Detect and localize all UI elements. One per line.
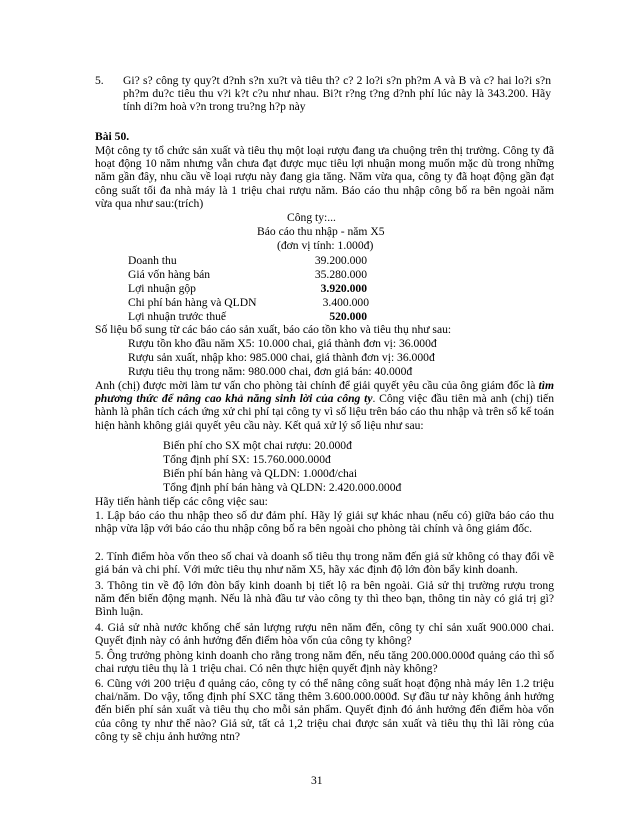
task-item: 2. Tính điểm hòa vốn theo số chai và doanh số tiêu thụ trong năm đến giả sử không có thay đổi về giá bán và chi phí. Với mức tiêu thụ như năm X5, hãy xác định độ lớn đòn bẩy kinh doanh. [95, 550, 554, 577]
consult-text-end: . Công việc đầu tiên mà anh (chị) tiến hành là phân tích cách ứng xử chi phí tại công ty vì số liệu trên báo cáo thu nhập và trên sổ kế toán hiện hành không giải quyết yêu cầu này. Kết quả xử lý số liệu như sau: [95, 392, 554, 432]
report-row-value: 35.280.000 [314, 268, 367, 281]
report-row-label: Doanh thu [128, 254, 177, 267]
consult-text-start: Anh (chị) được mời làm tư vấn cho phòng tài chính để giải quyết yêu cầu của ông giám đốc là [95, 379, 536, 392]
task-item: 6. Cũng với 200 triệu đ quảng cáo, công ty có thể nâng công suất hoạt động nhà máy lên 1.2 triệu chai/năm. Do vậy, tổng định phí SXC tăng thêm 3.600.000.000đ. Sự đầu tư này không ảnh hưởng đến biến phí sản xuất và tiêu thụ cho mỗi sản phẩm. Quyết định đó ảnh hưởng đến điểm hòa vốn của công ty như thế nào? Giả sử, tất cả 1,2 triệu chai được sản xuất và tiêu thụ thì lãi ròng của công ty sẽ chịu ảnh hưởng ntn? [95, 677, 554, 743]
supplement-item: Rượu tồn kho đầu năm X5: 10.000 chai, giá thành đơn vị: 36.000đ [128, 337, 437, 350]
task-item: 4. Giả sử nhà nước khống chế sản lượng rượu nên năm đến, công ty chỉ sản xuất 900.000 chai. Quyết định này có ảnh hưởng đến điểm hòa vốn của công ty không? [95, 621, 554, 648]
report-company: Công ty:... [287, 211, 336, 224]
cost-item: Biến phí cho SX một chai rượu: 20.000đ [163, 439, 352, 452]
intro-paragraph: Một công ty tổ chức sản xuất và tiêu thụ một loại rượu đang ưa chuộng trên thị trường. Công ty đã hoạt động 10 năm nhưng vẫn chưa đạt được mục tiêu lợi nhuận mong muốn mặc dù trong những năm gần đây, nhu cầu về loại rượu này đang gia tăng. Năm vừa qua, công ty đã hoạt động gần đạt công suất tối đa nhà máy là 1 triệu chai rượu năm. Báo cáo thu nhập công bố ra bên ngoài năm vừa qua như sau:(trích) [95, 144, 554, 210]
tasks-intro: Hãy tiến hành tiếp các công việc sau: [95, 495, 268, 508]
task-item: 1. Lập báo cáo thu nhập theo số dư đảm phí. Hãy lý giải sự khác nhau (nếu có) giữa báo cáo thu nhập vừa lập với báo cáo thu nhập công bố ra bên ngoài cho phòng tài chính và ông giám đốc. [95, 509, 554, 536]
task-item: 5. Ông trưởng phòng kinh doanh cho rằng trong năm đến, nếu tăng 200.000.000đ quảng cáo thì số chai rượu tiêu thụ là 1 triệu chai. Có nên thực hiện quyết định này không? [95, 649, 554, 676]
report-title: Báo cáo thu nhập - năm X5 [257, 225, 385, 238]
report-row-value: 3.400.000 [322, 296, 369, 309]
consult-paragraph [95, 379, 554, 432]
report-row-label: Chi phí bán hàng và QLDN [128, 296, 257, 309]
report-row-value: 3.920.000 [320, 282, 367, 295]
supplement-intro: Số liệu bổ sung từ các báo cáo sản xuất, báo cáo tồn kho và tiêu thụ như sau: [95, 323, 452, 336]
item-number: 5. [95, 74, 104, 87]
page-number: 31 [311, 774, 323, 787]
consult-emphasis: tìm phương thức để nâng cao khả năng sinh lời của công ty [95, 379, 554, 406]
report-row-value: 39.200.000 [314, 254, 367, 267]
report-unit: (đơn vị tính: 1.000đ) [277, 239, 374, 252]
exercise-heading: Bài 50. [95, 130, 130, 143]
supplement-item: Rượu sản xuất, nhập kho: 985.000 chai, giá thành đơn vị: 36.000đ [128, 351, 435, 364]
supplement-item: Rượu tiêu thụ trong năm: 980.000 chai, đơn giá bán: 40.000đ [128, 365, 413, 378]
report-row-label: Lợi nhuận trước thuế [128, 310, 227, 323]
task-item: 3. Thông tin về độ lớn đòn bẩy kinh doanh bị tiết lộ ra bên ngoài. Giả sử thị trường rượu trong năm đến biến động mạnh. Nếu là nhà đầu tư vào công ty thì theo bạn, thông tin này có giá trị gì? Bình luận. [95, 579, 554, 619]
report-row-label: Lợi nhuận gộp [128, 282, 196, 295]
cost-item: Tổng định phí bán hàng và QLDN: 2.420.000.000đ [163, 481, 402, 494]
cost-item: Biến phí bán hàng và QLDN: 1.000đ/chai [163, 467, 358, 480]
cost-item: Tổng định phí SX: 15.760.000.000đ [163, 453, 331, 466]
report-row-label: Giá vốn hàng bán [128, 268, 211, 281]
item-5-text: Gi? s? công ty quy?t d?nh s?n xu?t và tiêu th? c? 2 lo?i s?n ph?m A và B và c? hai lo?i s?n ph?m du?c tiêu thu v?i k?t c?u như nhau. Bi?t r?ng t?ng d?nh phí lúc này là 343.200. Hãy tính di?m hoà v?n trong tru?ng h?p này [123, 74, 551, 114]
report-row-value: 520.000 [329, 310, 367, 323]
